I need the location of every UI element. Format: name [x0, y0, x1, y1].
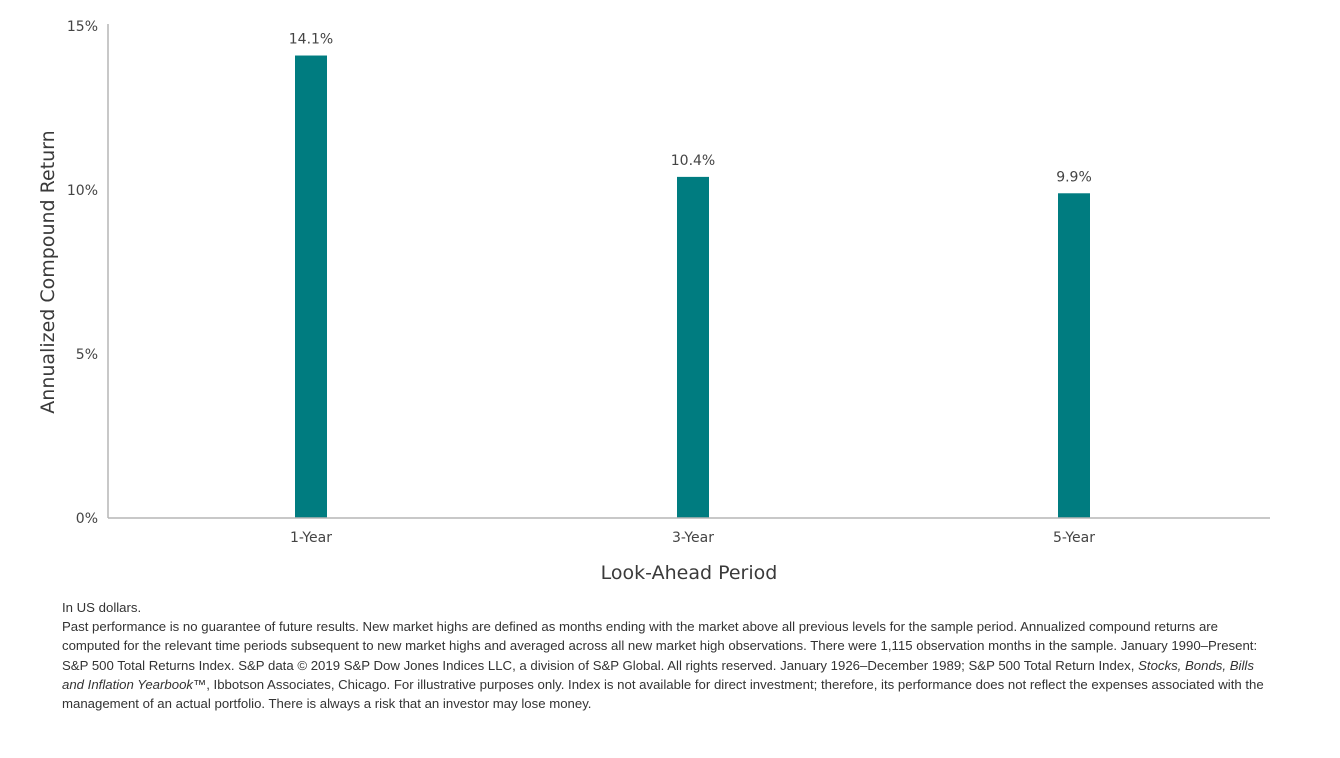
x-tick-label: 5-Year: [1053, 530, 1095, 546]
x-tick-label: 1-Year: [290, 530, 332, 546]
footnote-disclaimer-part1: Past performance is no guarantee of future results. New market highs are defined as months ending with the market above all previous levels for the sample period. Annualized compound returns are computed for the relevant time periods subsequent to new market highs and averaged across all new market high observations. There were 1,115 observation months in the sample. January 1990–Present: S&P 500 Total Returns Index. S&P data © 2019 S&P Dow Jones Indices LLC, a division of S&P Global. All rights reserved. January 1926–December 1989; S&P 500 Total Return Index,: [62, 619, 1258, 673]
x-axis-title: Look-Ahead Period: [600, 562, 778, 584]
bar: [295, 56, 327, 518]
footnote: [62, 598, 1277, 713]
y-tick-label: 5%: [75, 347, 98, 363]
bar: [677, 177, 709, 518]
y-tick-label: 10%: [66, 183, 98, 199]
footnote-disclaimer: [62, 617, 1277, 713]
y-axis-ticks: [67, 19, 98, 527]
x-tick-label: 3-Year: [672, 530, 714, 546]
bar-data-label: 9.9%: [1056, 169, 1092, 186]
y-axis-title: Annualized Compound Return: [37, 130, 59, 414]
bar-data-label: 14.1%: [288, 31, 334, 48]
x-axis-ticks: [290, 530, 1095, 546]
footnote-book-title: Stocks, Bonds, Bills and Inflation Yearbook: [62, 657, 1254, 692]
bars: [295, 56, 1090, 518]
y-tick-label: 15%: [66, 19, 98, 35]
bar: [1058, 193, 1090, 518]
data-labels: [289, 32, 1092, 186]
footnote-currency-note: In US dollars.: [62, 600, 142, 615]
y-tick-label: 0%: [75, 511, 98, 527]
bar-data-label: 10.4%: [670, 152, 716, 169]
footnote-disclaimer-part2: ™, Ibbotson Associates, Chicago. For illustrative purposes only. Index is not available for direct investment; therefore, its performance does not reflect the expenses associated with the management of an actual portfolio. There is always a risk that an investor may lose money.: [62, 676, 1264, 712]
